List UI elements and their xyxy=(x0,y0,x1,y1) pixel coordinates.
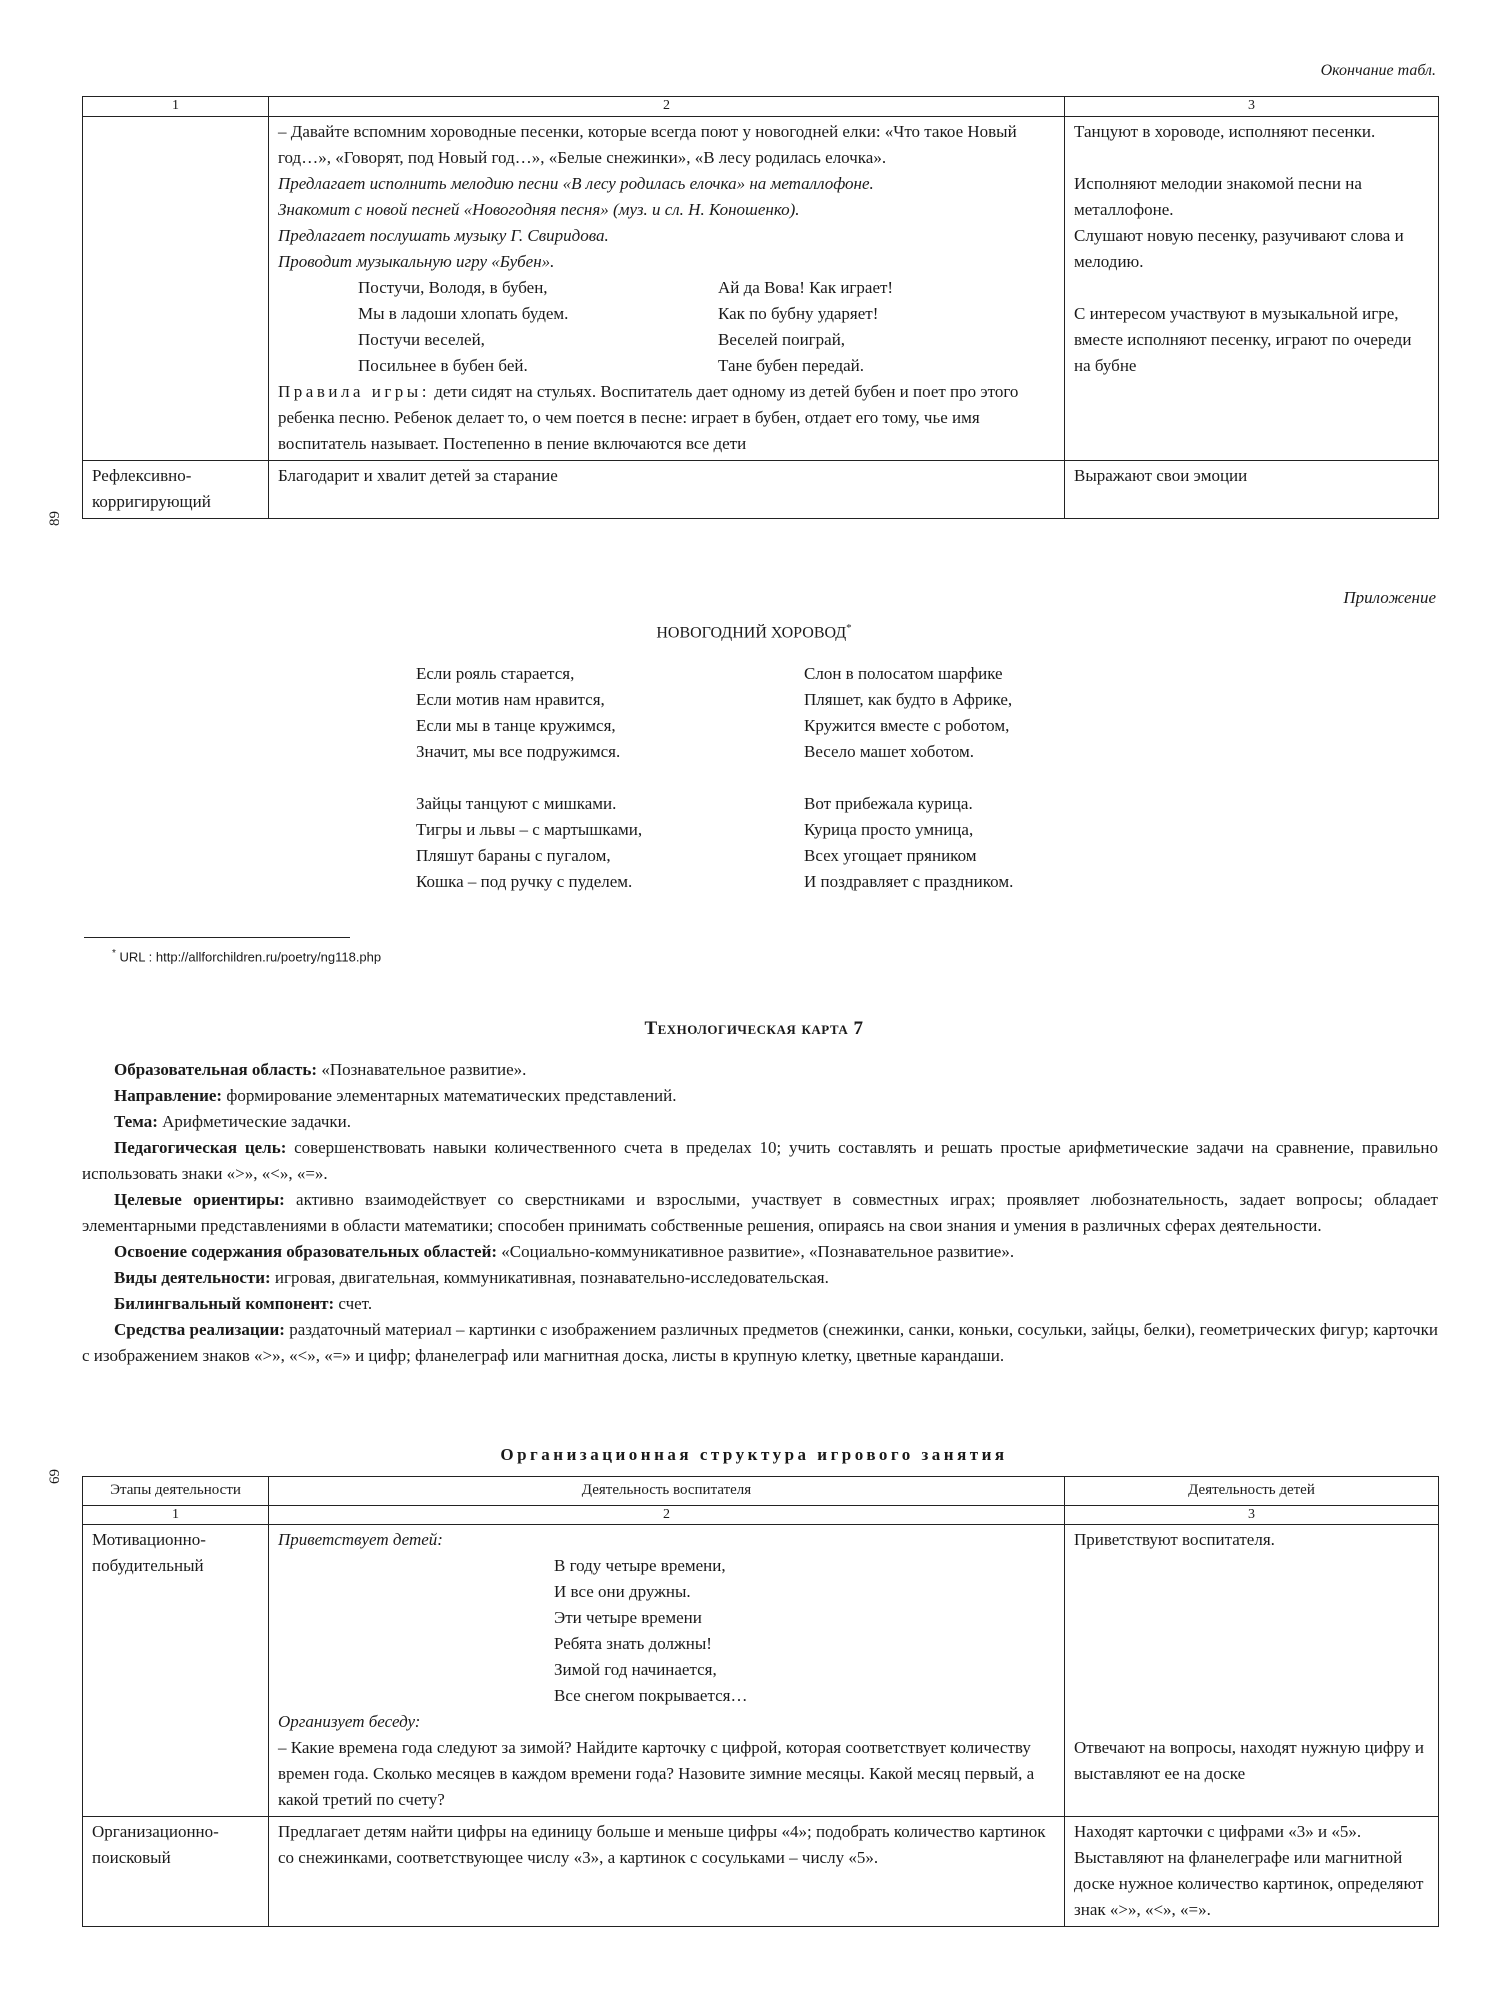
card-field-text: совершенствовать навыки количественного счета в пределах 10; учить составлять и решать простые арифметические задачи на сравнение, правильно использовать знаки «>», «<», «=». xyxy=(82,1138,1439,1183)
poem-line: Тане бубен передай. xyxy=(718,355,865,375)
poem-line: Кружится вместе с роботом, xyxy=(804,716,1010,735)
game-poem xyxy=(278,275,1056,379)
teacher-activity-cell: Предлагает детям найти цифры на единицу больше и меньше цифры «4»; подобрать количество картинок со снежинками, соответствующее числу «3», а картинок с сосульками – числу «5». xyxy=(269,1817,1065,1927)
card-field-text: раздаточный материал – картинки с изображением различных предметов (снежинки, санки, коньки, сосульки, зайцы, белки), геометрических фигур; карточки с изображением знаков «>», «<», «=» и цифр; фланелеграф или магнитная доска, листы в крупную клетку, цветные карандаши. xyxy=(82,1320,1438,1365)
children-activity-cell: Выражают свои эмоции xyxy=(1065,460,1439,518)
stage-cell xyxy=(83,116,269,460)
card-field-text: игровая, двигательная, коммуникативная, познавательно-исследовательская. xyxy=(270,1268,829,1287)
poem-line: Кошка – под ручку с пуделем. xyxy=(416,872,633,891)
children-activity: Приветствуют воспитателя. xyxy=(1074,1530,1275,1550)
card-field-text: активно взаимодействует со сверстниками и взрослыми, участвует в совместных играх; проявляет любознательность, задает вопросы; обладает элементарными представлениями в области математики; способен принимать собственные решения, опираясь на свои знания и умения в различных сферах деятельности. xyxy=(82,1190,1438,1235)
poem-line: Веселей поиграй, xyxy=(718,329,846,349)
card-field-text: формирование элементарных математических представлений. xyxy=(222,1086,677,1105)
column-number: 3 xyxy=(1065,1505,1439,1525)
stage-cell: Рефлексивно-корригирующий xyxy=(83,460,269,518)
card-field xyxy=(82,1187,1438,1239)
footnote-url: URL : http://allforchildren.ru/poetry/ng118.php xyxy=(119,949,382,965)
children-activity-cell xyxy=(1065,116,1439,460)
header-row xyxy=(83,1477,1439,1506)
teacher-greet: Приветствует детей: xyxy=(278,1530,443,1550)
game-rules-text: дети сидят на стульях. Воспитатель дает одному из детей бубен и поет про этого ребенка песню. Ребенок делает то, о чем поется в песне: играет в бубен, отдает его тому, чье имя воспитатель называет. Постепенно в пение включаются все дети xyxy=(278,381,1019,453)
column-number: 2 xyxy=(269,97,1065,117)
appendix-title-text: НОВОГОДНИЙ ХОРОВОД xyxy=(656,624,847,642)
poem-line: Мы в ладоши хлопать будем. xyxy=(358,303,569,323)
card-field xyxy=(82,1109,1438,1135)
teacher-action: Проводит музыкальную игру «Бубен». xyxy=(278,251,555,271)
column-number: 2 xyxy=(269,1505,1065,1525)
card-field-label: Тема: xyxy=(114,1112,158,1131)
card-field-label: Направление: xyxy=(114,1086,223,1105)
card-field xyxy=(82,1239,1438,1265)
poem-line: Все снегом покрывается… xyxy=(554,1686,748,1706)
teacher-talk-label: Организует беседу: xyxy=(278,1712,421,1732)
teacher-talk: – Какие времена года следуют за зимой? Найдите карточку с цифрой, которая соответствует количеству времен года. Сколько месяцев в каждом времени года? Назовите зимние месяцы. Какой месяц первый, а какой третий по счету? xyxy=(278,1738,1035,1810)
poem-line: В году четыре времени, xyxy=(554,1556,726,1576)
children-activity: Исполняют мелодии знакомой песни на металлофоне. xyxy=(1074,173,1362,219)
card-field-text: «Социально-коммуникативное развитие», «Познавательное развитие». xyxy=(497,1242,1015,1261)
children-activity: Отвечают на вопросы, находят нужную цифру и выставляют ее на доске xyxy=(1074,1738,1424,1784)
teacher-activity-cell xyxy=(269,116,1065,460)
appendix-title xyxy=(0,622,1508,642)
children-activity: Слушают новую песенку, разучивают слова и мелодию. xyxy=(1074,225,1404,271)
column-number-row xyxy=(83,1505,1439,1525)
poem-line: Пляшет, как будто в Африке, xyxy=(804,690,1013,709)
card-field-label: Виды деятельности: xyxy=(114,1268,271,1287)
activity-structure-table xyxy=(82,1476,1439,1927)
poem-line: Если мы в танце кружимся, xyxy=(416,716,616,735)
appendix-poem xyxy=(416,661,1116,895)
card-field xyxy=(82,1291,1438,1317)
card-field xyxy=(82,1135,1438,1187)
poem-line: Тигры и львы – с мартышками, xyxy=(416,820,643,839)
card-fields xyxy=(82,1057,1438,1369)
structure-title: Организационная структура игрового занятия xyxy=(500,1445,1008,1464)
poem-line: Если мотив нам нравится, xyxy=(416,690,605,709)
poem-line: Зимой год начинается, xyxy=(554,1660,717,1680)
footnote-mark: * xyxy=(112,948,116,959)
column-number-row xyxy=(83,97,1439,117)
footnote-rule xyxy=(84,937,350,938)
game-rules xyxy=(278,379,1056,457)
poem-line: Ребята знать должны! xyxy=(554,1634,712,1654)
poem-line: Всех угощает пряником xyxy=(804,846,977,865)
poem-line: Пляшут бараны с пугалом, xyxy=(416,846,611,865)
table-row xyxy=(83,1817,1439,1927)
table-row xyxy=(83,1525,1439,1817)
poem-line: Ай да Вова! Как играет! xyxy=(718,277,894,297)
teacher-action: Предлагает исполнить мелодию песни «В лесу родилась елочка» на металлофоне. xyxy=(278,173,874,193)
poem-line: И поздравляет с праздником. xyxy=(804,872,1014,891)
continuation-label: Окончание табл. xyxy=(1320,62,1436,79)
footnote-mark: * xyxy=(846,622,852,634)
poem-line: Значит, мы все подружимся. xyxy=(416,742,621,761)
poem-line: И все они дружны. xyxy=(554,1582,691,1602)
table-row xyxy=(83,460,1439,518)
card-field xyxy=(82,1083,1438,1109)
table-row xyxy=(83,116,1439,460)
teacher-intro: – Давайте вспомним хороводные песенки, которые всегда поют у новогодней елки: «Что такое Новый год…», «Говорят, под Новый год…», «Белые снежинки», «В лесу родилась елочка». xyxy=(278,121,1017,167)
poem-line: Зайцы танцуют с мишками. xyxy=(416,794,617,813)
children-activity: С интересом участвуют в музыкальной игре, вместе исполняют песенку, играют по очереди на бубне xyxy=(1074,303,1412,375)
poem-line: Если рояль старается, xyxy=(416,664,575,683)
card-title: Технологическая карта 7 xyxy=(644,1018,864,1039)
card-field-label: Билингвальный компонент: xyxy=(114,1294,335,1313)
column-number: 1 xyxy=(83,97,269,117)
column-header: Деятельность воспитателя xyxy=(269,1477,1065,1506)
appendix-label: Приложение xyxy=(1343,588,1436,607)
column-header: Этапы деятельности xyxy=(83,1477,269,1506)
poem-line: Весело машет хоботом. xyxy=(804,742,975,761)
teacher-action: Предлагает послушать музыку Г. Свиридова. xyxy=(278,225,609,245)
page-number-top: 89 xyxy=(47,511,63,526)
children-activity-cell xyxy=(1065,1525,1439,1817)
poem-line: Как по бубну ударяет! xyxy=(718,303,879,323)
greeting-poem xyxy=(278,1553,1056,1709)
poem-line: Слон в полосатом шарфике xyxy=(804,664,1003,683)
card-field-text: «Познавательное развитие». xyxy=(317,1060,527,1079)
card-field xyxy=(82,1057,1438,1083)
teacher-action: Знакомит с новой песней «Новогодняя песня» (муз. и сл. Н. Коношенко). xyxy=(278,199,800,219)
card-field xyxy=(82,1317,1438,1369)
page-number-bottom: 69 xyxy=(47,1469,63,1484)
stage-cell: Организационно-поисковый xyxy=(83,1817,269,1927)
card-field-label: Образовательная область: xyxy=(114,1060,318,1079)
poem-line: Курица просто умница, xyxy=(804,820,974,839)
children-activity-cell: Находят карточки с цифрами «3» и «5». Выставляют на фланелеграфе или магнитной доске нужное количество картинок, определяют знак «>», «<», «=». xyxy=(1065,1817,1439,1927)
children-activity: Танцуют в хороводе, исполняют песенки. xyxy=(1074,121,1376,141)
card-field-text: Арифметические задачки. xyxy=(157,1112,351,1131)
poem-line: Постучи, Володя, в бубен, xyxy=(358,277,548,297)
poem-line: Посильнее в бубен бей. xyxy=(358,355,528,375)
game-rules-label: Правила игры: xyxy=(278,381,430,401)
card-field xyxy=(82,1265,1438,1291)
teacher-activity-cell xyxy=(269,1525,1065,1817)
column-number: 3 xyxy=(1065,97,1439,117)
card-field-label: Целевые ориентиры: xyxy=(114,1190,285,1209)
stage-cell: Мотивационно-побудительный xyxy=(83,1525,269,1817)
column-number: 1 xyxy=(83,1505,269,1525)
teacher-activity-cell: Благодарит и хвалит детей за старание xyxy=(269,460,1065,518)
card-field-text: счет. xyxy=(334,1294,373,1313)
card-field-label: Средства реализации: xyxy=(114,1320,285,1339)
poem-line: Эти четыре времени xyxy=(554,1608,702,1628)
card-field-label: Освоение содержания образовательных областей: xyxy=(114,1242,498,1261)
poem-line: Постучи веселей, xyxy=(358,329,485,349)
footnote xyxy=(112,948,381,964)
card-field-label: Педагогическая цель: xyxy=(114,1138,287,1157)
column-header: Деятельность детей xyxy=(1065,1477,1439,1506)
poem-line: Вот прибежала курица. xyxy=(804,794,973,813)
activity-table-continued xyxy=(82,96,1439,519)
